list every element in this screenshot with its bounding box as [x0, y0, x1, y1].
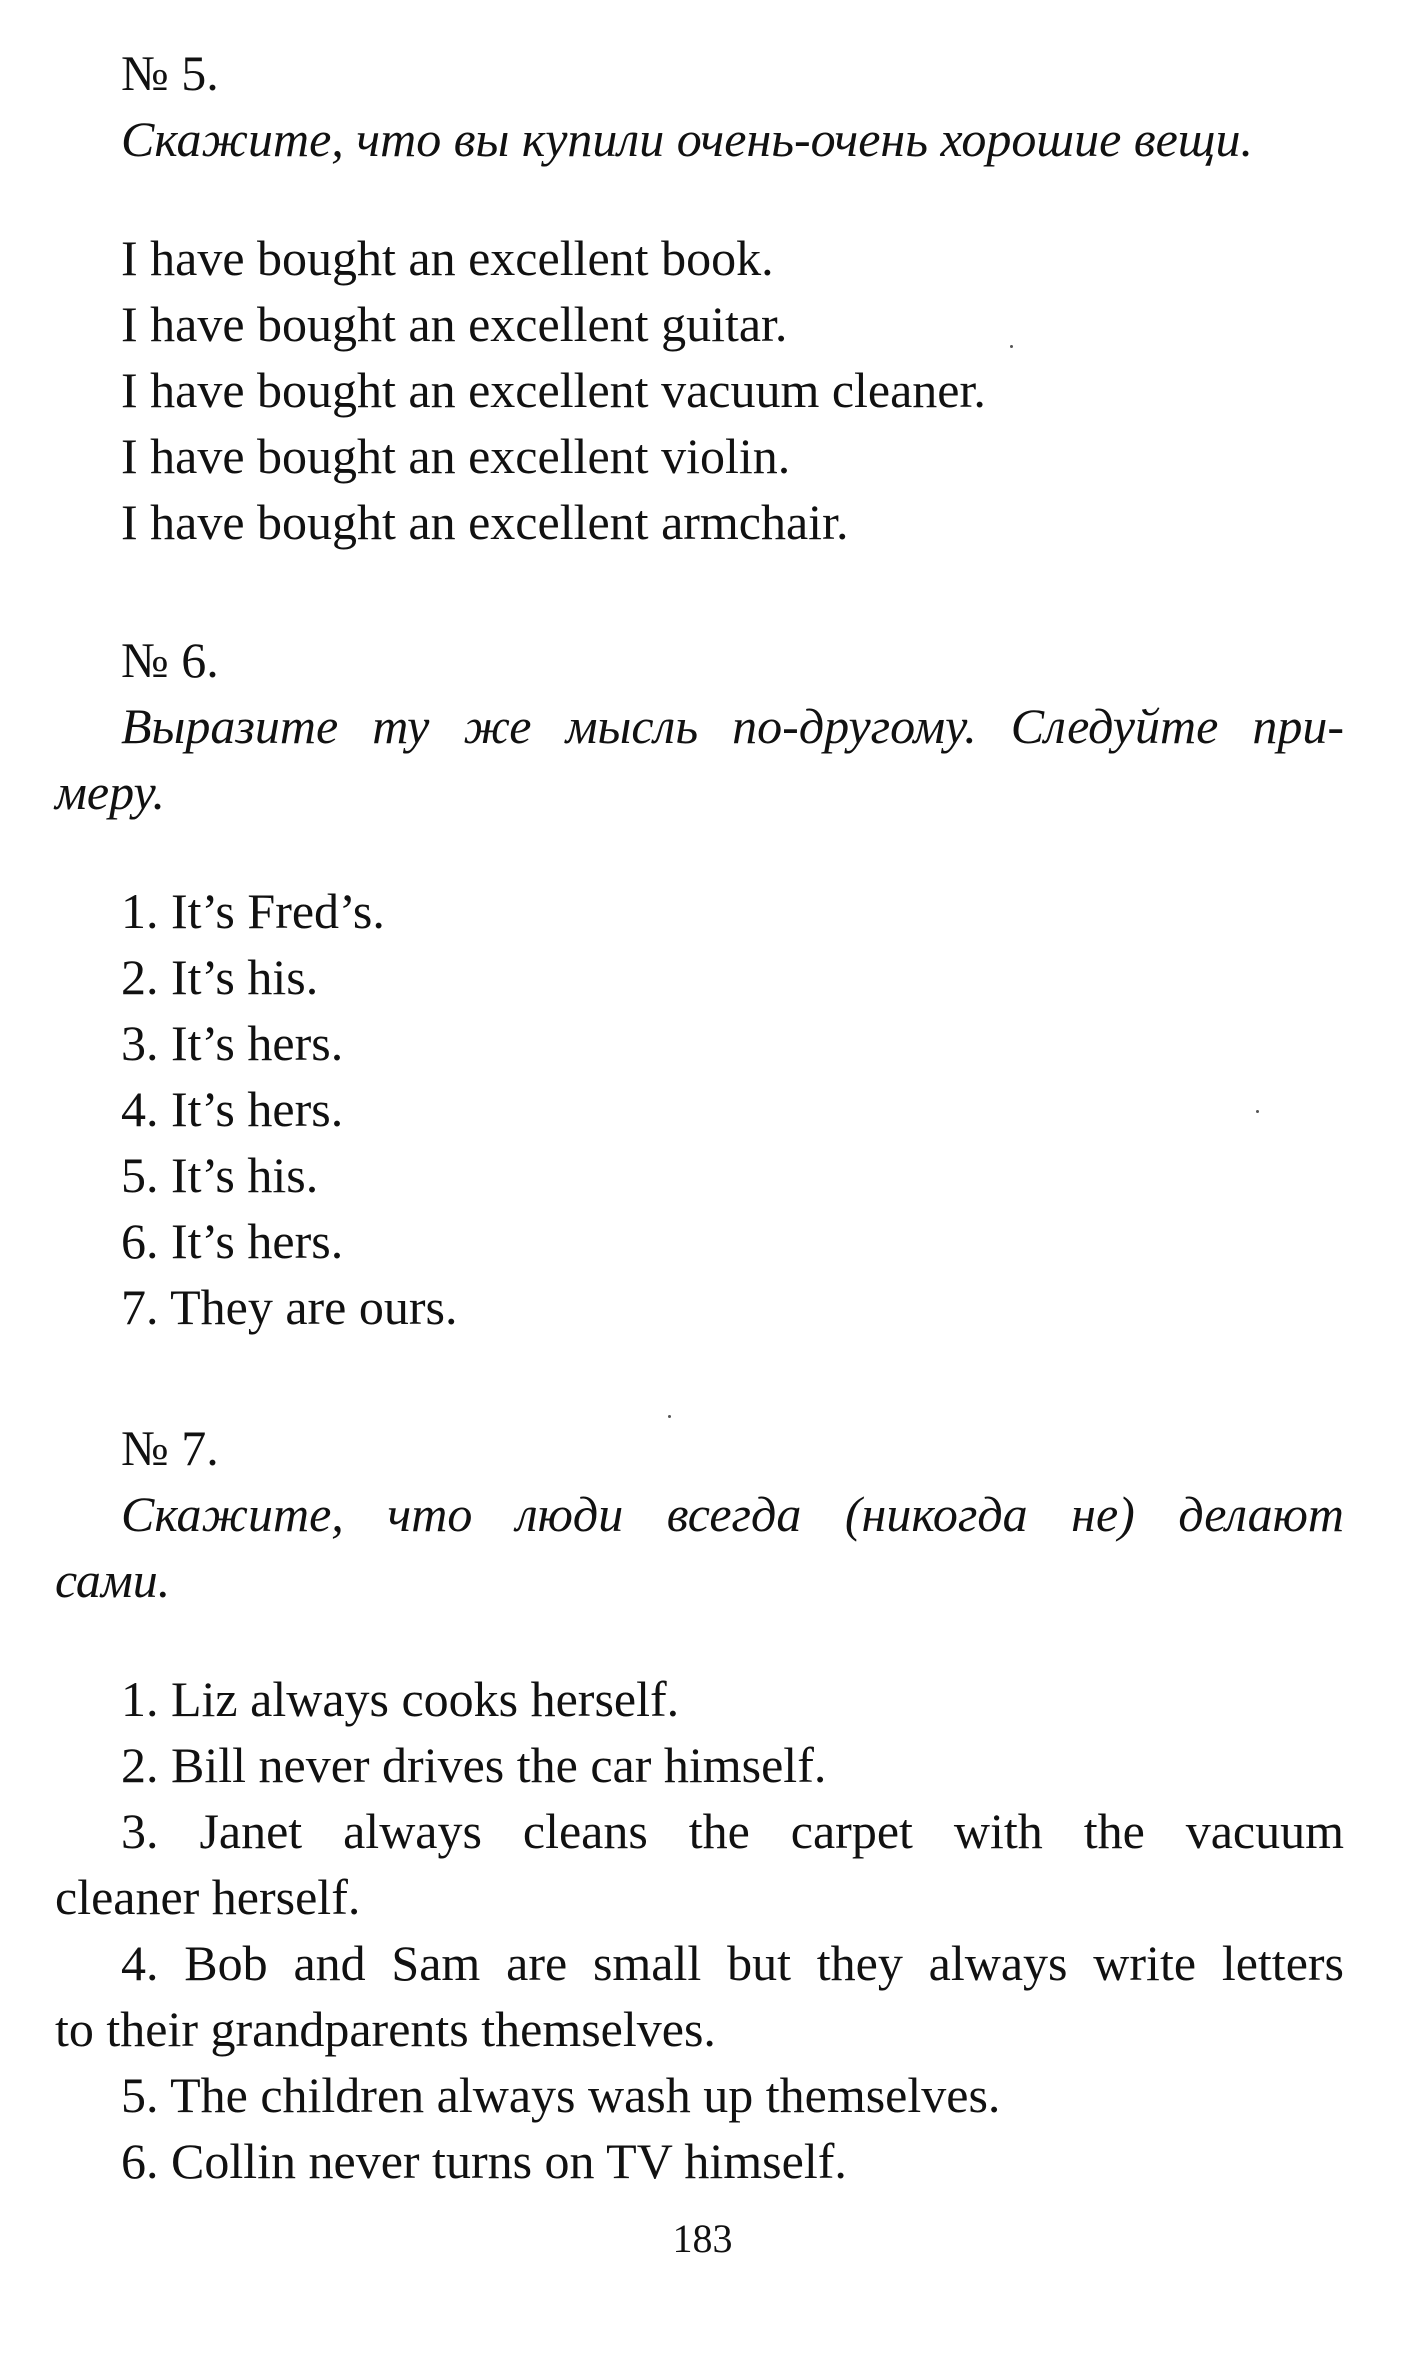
section-7-line-6: 6. Collin never turns on TV himself. [121, 2133, 847, 2189]
section-7-number: № 7. [121, 1420, 219, 1476]
section-5-line-2: I have bought an excellent guitar. [121, 296, 788, 352]
section-6-line-1: 1. It’s Fred’s. [121, 883, 385, 939]
scan-speck [1256, 1110, 1259, 1113]
section-6-line-5: 5. It’s his. [121, 1147, 319, 1203]
scan-speck [1010, 345, 1013, 348]
section-7-line-1: 1. Liz always cooks herself. [121, 1671, 680, 1727]
section-7-instruction-line-2: сами. [55, 1552, 171, 1608]
section-5-line-5: I have bought an excellent armchair. [121, 494, 849, 550]
section-6-line-6: 6. It’s hers. [121, 1213, 344, 1269]
section-7-instruction-line-1: Скажите, что люди всегда (никогда не) делают [121, 1486, 1344, 1542]
section-6-instruction-line-1: Выразите ту же мысль по-другому. Следуйте при- [121, 698, 1344, 754]
section-7-line-4-cont: to their grandparents themselves. [55, 2001, 716, 2057]
section-5-line-4: I have bought an excellent violin. [121, 428, 791, 484]
section-5-number: № 5. [121, 45, 219, 101]
section-7-line-5: 5. The children always wash up themselves. [121, 2067, 1001, 2123]
section-7-line-2: 2. Bill never drives the car himself. [121, 1737, 827, 1793]
section-5-instruction: Скажите, что вы купили очень-очень хорошие вещи. [121, 111, 1254, 167]
page-number: 183 [672, 2216, 733, 2261]
section-7-line-4: 4. Bob and Sam are small but they always write letters [121, 1935, 1344, 1991]
section-7-line-3: 3. Janet always cleans the carpet with the vacuum [121, 1803, 1344, 1859]
section-6-line-7: 7. They are ours. [121, 1279, 458, 1335]
section-6-line-2: 2. It’s his. [121, 949, 319, 1005]
section-6-line-3: 3. It’s hers. [121, 1015, 344, 1071]
section-6-line-4: 4. It’s hers. [121, 1081, 344, 1137]
section-5-line-1: I have bought an excellent book. [121, 230, 774, 286]
section-6-number: № 6. [121, 632, 219, 688]
section-6-instruction-line-2: меру. [55, 764, 165, 820]
section-5-line-3: I have bought an excellent vacuum cleaner. [121, 362, 986, 418]
scan-speck [668, 1415, 671, 1418]
section-7-line-3-cont: cleaner herself. [55, 1869, 361, 1925]
